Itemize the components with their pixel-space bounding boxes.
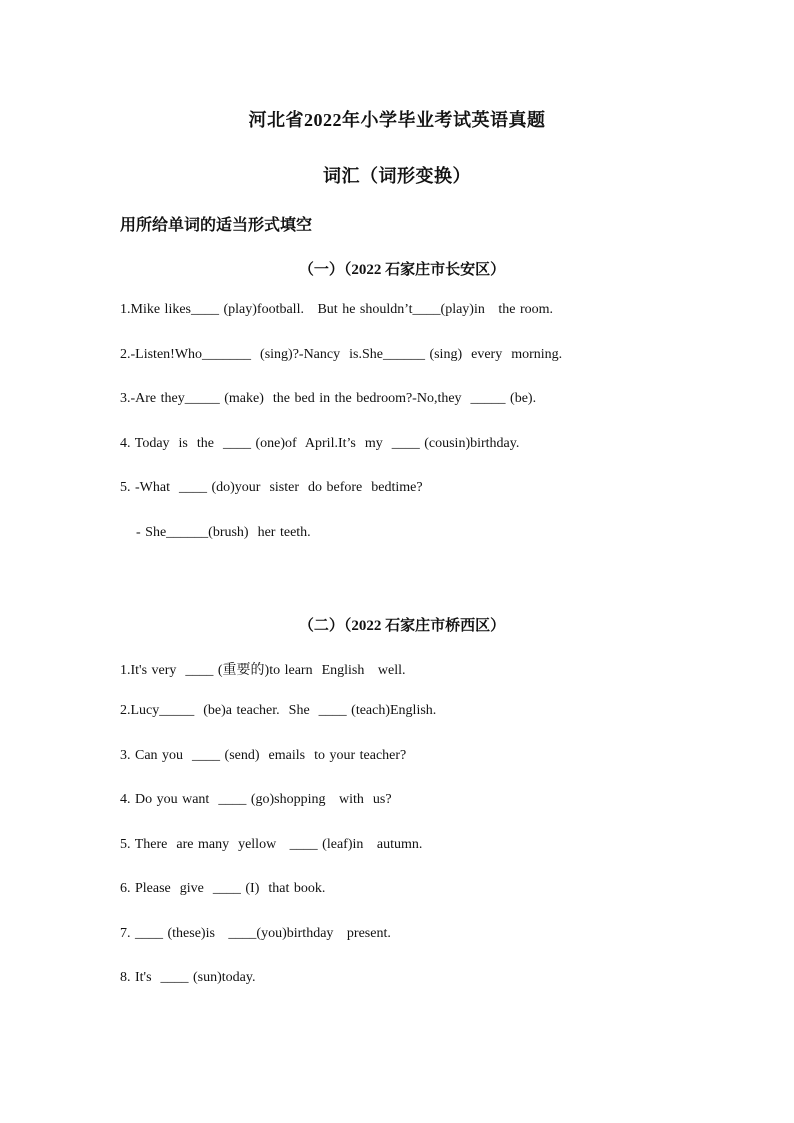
question-item: 5. -What ____ (do)your sister do before bedtime? [120, 480, 423, 495]
question-item: 1.Mike likes____ (play)football. But he shouldn’t____(play)in the room. [120, 302, 554, 317]
question-item: 1.It's very ____ (重要的)to learn English well. [120, 663, 406, 678]
question-item: 7. ____ (these)is ____(you)birthday present. [120, 926, 391, 941]
question-item: 8. It's ____ (sun)today. [120, 970, 256, 985]
question-item: 2.Lucy_____ (be)a teacher. She ____ (teach)English. [120, 703, 437, 718]
document-title: 河北省2022年小学毕业考试英语真题 [248, 110, 546, 130]
instruction-text: 用所给单词的适当形式填空 [120, 217, 313, 234]
question-item: 2.-Listen!Who_______ (sing)?-Nancy is.She______ (sing) every morning. [120, 347, 563, 362]
question-item: 6. Please give ____ (I) that book. [120, 881, 326, 896]
question-item: 4. Today is the ____ (one)of April.It’s my ____ (cousin)birthday. [120, 436, 520, 451]
question-item: 3. Can you ____ (send) emails to your teacher? [120, 748, 407, 763]
section-heading-2: （二）（2022 石家庄市桥西区） [298, 618, 506, 634]
document-subtitle: 词汇（词形变换） [323, 166, 471, 186]
question-item: 5. There are many yellow ____ (leaf)in autumn. [120, 837, 423, 852]
question-item: 3.-Are they_____ (make) the bed in the bedroom?-No,they _____ (be). [120, 391, 537, 406]
question-item: 4. Do you want ____ (go)shopping with us? [120, 792, 392, 807]
question-item: - She______(brush) her teeth. [136, 525, 311, 540]
section-heading-1: （一）（2022 石家庄市长安区） [298, 262, 506, 278]
